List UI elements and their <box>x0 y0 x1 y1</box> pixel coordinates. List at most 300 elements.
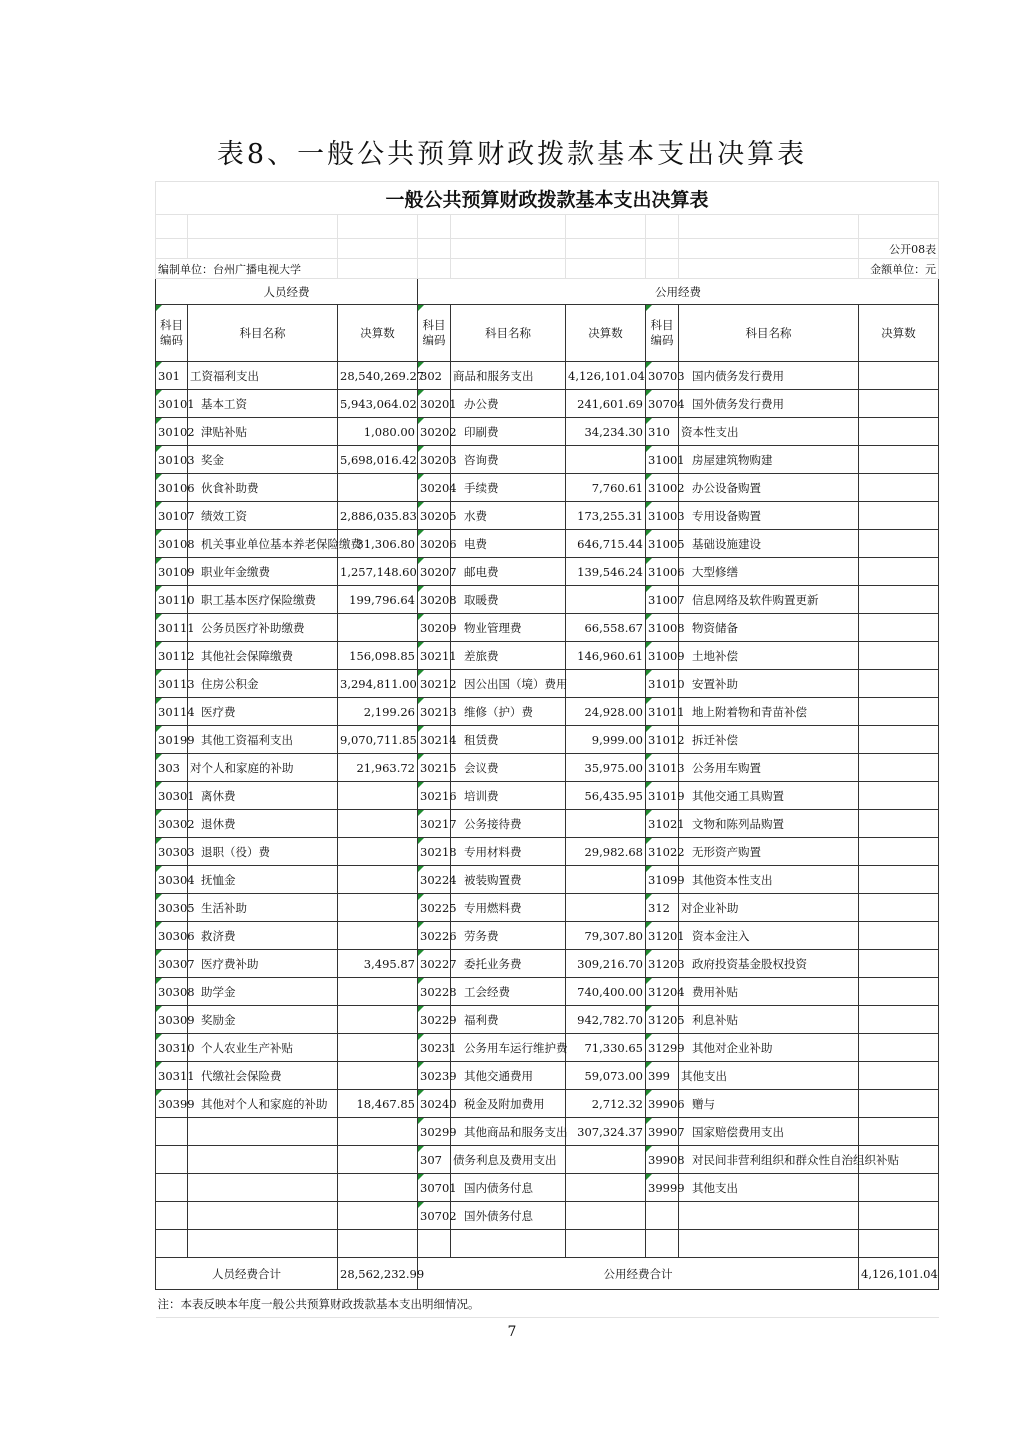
public-subject-name: 国内债务付息 <box>451 1174 566 1202</box>
personnel-subject-name: 伙食补助费 <box>188 474 338 502</box>
public-subject-name: 电费 <box>451 530 566 558</box>
public-subject-code: 30299 <box>418 1118 451 1146</box>
personnel-subject-name: 医疗费 <box>188 698 338 726</box>
personnel-amount <box>338 782 418 810</box>
personnel-amount <box>338 1062 418 1090</box>
public-subject-code: 31299 <box>646 1034 679 1062</box>
personnel-amount: 2,886,035.83 <box>338 502 418 530</box>
public-subject-code: 31007 <box>646 586 679 614</box>
reporting-unit: 编制单位：台州广播电视大学 <box>156 259 338 279</box>
personnel-subject-code: 30110 <box>156 586 188 614</box>
personnel-subject-code <box>156 1174 188 1202</box>
public-amount: 173,255.31 <box>566 502 646 530</box>
column-header-code: 科目编码 <box>156 305 188 362</box>
public-subject-code: 30211 <box>418 642 451 670</box>
personnel-subject-code: 30311 <box>156 1062 188 1090</box>
personnel-subject-name: 其他工资福利支出 <box>188 726 338 754</box>
table-row <box>156 474 939 502</box>
column-header-code: 科目编码 <box>418 305 451 362</box>
personnel-total-label: 人员经费合计 <box>156 1258 338 1290</box>
public-amount <box>859 726 939 754</box>
table-row <box>156 810 939 838</box>
table-row <box>156 978 939 1006</box>
public-subject-name: 商品和服务支出 <box>451 362 566 390</box>
public-amount <box>566 586 646 614</box>
public-subject-code <box>418 1230 451 1258</box>
personnel-amount <box>338 810 418 838</box>
public-subject-code: 30212 <box>418 670 451 698</box>
personnel-subject-name <box>188 1146 338 1174</box>
personnel-subject-name: 其他社会保障缴费 <box>188 642 338 670</box>
public-amount <box>566 670 646 698</box>
personnel-amount <box>338 922 418 950</box>
public-subject-name: 税金及附加费用 <box>451 1090 566 1118</box>
public-subject-code: 30225 <box>418 894 451 922</box>
table-row <box>156 642 939 670</box>
public-amount: 35,975.00 <box>566 754 646 782</box>
personnel-subject-name: 津贴补贴 <box>188 418 338 446</box>
personnel-subject-code: 30109 <box>156 558 188 586</box>
public-subject-code: 30216 <box>418 782 451 810</box>
public-amount <box>859 446 939 474</box>
table-row <box>156 1062 939 1090</box>
personnel-subject-name: 退休费 <box>188 810 338 838</box>
personnel-subject-code: 303 <box>156 754 188 782</box>
public-subject-name: 文物和陈列品购置 <box>679 810 859 838</box>
public-subject-code: 39907 <box>646 1118 679 1146</box>
public-subject-code: 30213 <box>418 698 451 726</box>
public-total-value: 4,126,101.04 <box>859 1258 939 1290</box>
public-amount: 942,782.70 <box>566 1006 646 1034</box>
public-subject-name: 地上附着物和青苗补偿 <box>679 698 859 726</box>
personnel-subject-name <box>188 1202 338 1230</box>
public-subject-name: 租赁费 <box>451 726 566 754</box>
public-subject-name: 其他交通费用 <box>451 1062 566 1090</box>
personnel-subject-name: 对个人和家庭的补助 <box>188 754 338 782</box>
public-subject-name: 安置补助 <box>679 670 859 698</box>
public-subject-code: 31002 <box>646 474 679 502</box>
public-subject-code: 30703 <box>646 362 679 390</box>
public-subject-code: 30203 <box>418 446 451 474</box>
personnel-subject-name: 医疗费补助 <box>188 950 338 978</box>
public-subject-name: 国外债务付息 <box>451 1202 566 1230</box>
personnel-subject-name: 生活补助 <box>188 894 338 922</box>
public-subject-name: 专用燃料费 <box>451 894 566 922</box>
table-row <box>156 1118 939 1146</box>
personnel-subject-name <box>188 1118 338 1146</box>
public-subject-code: 31013 <box>646 754 679 782</box>
public-amount <box>859 1090 939 1118</box>
public-amount: 34,234.30 <box>566 418 646 446</box>
personnel-subject-name: 其他对个人和家庭的补助 <box>188 1090 338 1118</box>
personnel-amount <box>338 1034 418 1062</box>
personnel-amount <box>338 1230 418 1258</box>
public-subject-code: 31022 <box>646 838 679 866</box>
public-subject-code: 31011 <box>646 698 679 726</box>
public-subject-name: 赠与 <box>679 1090 859 1118</box>
public-subject-code: 30240 <box>418 1090 451 1118</box>
public-amount <box>566 810 646 838</box>
personnel-subject-name: 退职（役）费 <box>188 838 338 866</box>
public-subject-name: 对民间非营利组织和群众性自治组织补贴 <box>679 1146 859 1174</box>
public-subject-code: 31099 <box>646 866 679 894</box>
public-amount: 241,601.69 <box>566 390 646 418</box>
public-amount: 66,558.67 <box>566 614 646 642</box>
public-subject-name: 利息补贴 <box>679 1006 859 1034</box>
personnel-subject-code: 30107 <box>156 502 188 530</box>
public-amount: 29,982.68 <box>566 838 646 866</box>
public-subject-name: 其他对企业补助 <box>679 1034 859 1062</box>
public-amount <box>859 894 939 922</box>
table-row <box>156 894 939 922</box>
public-amount <box>566 1146 646 1174</box>
public-subject-name: 福利费 <box>451 1006 566 1034</box>
table-row <box>156 1146 939 1174</box>
public-subject-name: 培训费 <box>451 782 566 810</box>
personnel-subject-name: 住房公积金 <box>188 670 338 698</box>
public-subject-name: 费用补贴 <box>679 978 859 1006</box>
public-subject-name <box>679 1230 859 1258</box>
personnel-subject-code: 30307 <box>156 950 188 978</box>
public-subject-code: 31001 <box>646 446 679 474</box>
public-subject-name: 差旅费 <box>451 642 566 670</box>
public-amount <box>566 866 646 894</box>
personnel-amount: 199,796.64 <box>338 586 418 614</box>
personnel-subject-code: 30399 <box>156 1090 188 1118</box>
public-subject-code: 30202 <box>418 418 451 446</box>
public-subject-code: 39906 <box>646 1090 679 1118</box>
public-subject-name: 房屋建筑物购建 <box>679 446 859 474</box>
public-subject-name: 办公设备购置 <box>679 474 859 502</box>
public-subject-name: 债务利息及费用支出 <box>451 1146 566 1174</box>
personnel-subject-name: 职工基本医疗保险缴费 <box>188 586 338 614</box>
table-row <box>156 1090 939 1118</box>
personnel-subject-code: 30303 <box>156 838 188 866</box>
public-subject-code: 30209 <box>418 614 451 642</box>
personnel-subject-code: 30304 <box>156 866 188 894</box>
public-subject-name: 基础设施建设 <box>679 530 859 558</box>
public-subject-code: 39908 <box>646 1146 679 1174</box>
public-subject-name: 国内债务发行费用 <box>679 362 859 390</box>
personnel-amount <box>338 838 418 866</box>
public-subject-name: 印刷费 <box>451 418 566 446</box>
table-row <box>156 782 939 810</box>
personnel-amount: 21,963.72 <box>338 754 418 782</box>
personnel-subject-code <box>156 1118 188 1146</box>
public-amount <box>859 1230 939 1258</box>
personnel-amount: 1,080.00 <box>338 418 418 446</box>
public-subject-code: 30701 <box>418 1174 451 1202</box>
public-amount <box>859 866 939 894</box>
column-header-name: 科目名称 <box>451 305 566 362</box>
public-subject-code: 30207 <box>418 558 451 586</box>
sheet-title: 一般公共预算财政拨款基本支出决算表 <box>156 182 939 215</box>
public-amount <box>859 614 939 642</box>
public-subject-code: 31021 <box>646 810 679 838</box>
public-subject-code: 30704 <box>646 390 679 418</box>
page-number: 7 <box>507 1324 517 1340</box>
personnel-subject-name <box>188 1174 338 1202</box>
public-subject-name: 公务接待费 <box>451 810 566 838</box>
table-row <box>156 698 939 726</box>
public-amount <box>859 530 939 558</box>
public-subject-name: 无形资产购置 <box>679 838 859 866</box>
public-subject-name: 专用材料费 <box>451 838 566 866</box>
personnel-amount: 18,467.85 <box>338 1090 418 1118</box>
public-amount <box>859 1062 939 1090</box>
public-subject-name: 其他支出 <box>679 1174 859 1202</box>
table-row <box>156 866 939 894</box>
table-row <box>156 418 939 446</box>
table-row <box>156 558 939 586</box>
public-subject-name: 维修（护）费 <box>451 698 566 726</box>
public-subject-name: 取暖费 <box>451 586 566 614</box>
public-subject-name: 其他商品和服务支出 <box>451 1118 566 1146</box>
public-subject-code: 399 <box>646 1062 679 1090</box>
public-subject-name: 对企业补助 <box>679 894 859 922</box>
table-row <box>156 586 939 614</box>
personnel-amount <box>338 1202 418 1230</box>
public-subject-name: 公务用车购置 <box>679 754 859 782</box>
personnel-amount: 2,199.26 <box>338 698 418 726</box>
public-subject-name: 资本性支出 <box>679 418 859 446</box>
public-amount: 146,960.61 <box>566 642 646 670</box>
personnel-amount <box>338 1146 418 1174</box>
table-row <box>156 1202 939 1230</box>
personnel-subject-code: 30199 <box>156 726 188 754</box>
personnel-subject-code: 30305 <box>156 894 188 922</box>
public-amount <box>859 1118 939 1146</box>
public-subject-name: 其他支出 <box>679 1062 859 1090</box>
public-amount <box>566 446 646 474</box>
table-row <box>156 362 939 390</box>
table-row <box>156 390 939 418</box>
public-subject-code: 31203 <box>646 950 679 978</box>
personnel-subject-name: 公务员医疗补助缴费 <box>188 614 338 642</box>
public-subject-code: 31005 <box>646 530 679 558</box>
personnel-amount: 28,540,269.27 <box>338 362 418 390</box>
personnel-total-value: 28,562,232.99 <box>338 1258 418 1290</box>
public-amount: 4,126,101.04 <box>566 362 646 390</box>
public-subject-code: 39999 <box>646 1174 679 1202</box>
public-amount <box>859 838 939 866</box>
public-subject-code: 30239 <box>418 1062 451 1090</box>
public-subject-code: 30224 <box>418 866 451 894</box>
public-subject-name: 物业管理费 <box>451 614 566 642</box>
public-subject-name: 信息网络及软件购置更新 <box>679 586 859 614</box>
public-subject-code: 30208 <box>418 586 451 614</box>
public-amount <box>859 810 939 838</box>
public-subject-code: 30206 <box>418 530 451 558</box>
table-row <box>156 1006 939 1034</box>
public-amount <box>859 1034 939 1062</box>
column-header-name: 科目名称 <box>188 305 338 362</box>
public-subject-name: 物资储备 <box>679 614 859 642</box>
public-amount <box>566 1174 646 1202</box>
personnel-subject-code: 301 <box>156 362 188 390</box>
column-header-amount: 决算数 <box>566 305 646 362</box>
group-header-personnel: 人员经费 <box>156 279 418 305</box>
table-note: 注：本表反映本年度一般公共预算财政拨款基本支出明细情况。 <box>156 1290 939 1318</box>
public-subject-code: 31201 <box>646 922 679 950</box>
public-subject-code: 30231 <box>418 1034 451 1062</box>
public-subject-name: 咨询费 <box>451 446 566 474</box>
column-header-name: 科目名称 <box>679 305 859 362</box>
personnel-amount <box>338 1174 418 1202</box>
personnel-amount <box>338 474 418 502</box>
public-subject-name: 被装购置费 <box>451 866 566 894</box>
table-row <box>156 1230 939 1258</box>
table-row <box>156 614 939 642</box>
public-subject-name: 会议费 <box>451 754 566 782</box>
public-subject-name: 其他交通工具购置 <box>679 782 859 810</box>
public-subject-code: 31205 <box>646 1006 679 1034</box>
public-subject-code <box>646 1230 679 1258</box>
table-row <box>156 446 939 474</box>
public-subject-name: 因公出国（境）费用 <box>451 670 566 698</box>
table-row <box>156 754 939 782</box>
personnel-subject-name: 离休费 <box>188 782 338 810</box>
public-amount: 56,435.95 <box>566 782 646 810</box>
public-subject-code <box>646 1202 679 1230</box>
personnel-subject-code: 30310 <box>156 1034 188 1062</box>
public-subject-name: 公务用车运行维护费 <box>451 1034 566 1062</box>
public-subject-name: 水费 <box>451 502 566 530</box>
public-amount <box>859 698 939 726</box>
public-subject-name <box>679 1202 859 1230</box>
public-subject-code: 31019 <box>646 782 679 810</box>
public-subject-name: 办公费 <box>451 390 566 418</box>
personnel-subject-name <box>188 1230 338 1258</box>
public-amount <box>859 558 939 586</box>
public-subject-name: 国家赔偿费用支出 <box>679 1118 859 1146</box>
personnel-subject-code <box>156 1202 188 1230</box>
personnel-subject-code: 30308 <box>156 978 188 1006</box>
column-header-code: 科目编码 <box>646 305 679 362</box>
public-subject-code: 30205 <box>418 502 451 530</box>
personnel-subject-code: 30102 <box>156 418 188 446</box>
public-amount <box>859 502 939 530</box>
personnel-subject-code: 30113 <box>156 670 188 698</box>
public-subject-code: 30226 <box>418 922 451 950</box>
expenditure-table <box>155 181 939 1318</box>
public-subject-name: 劳务费 <box>451 922 566 950</box>
public-subject-name: 手续费 <box>451 474 566 502</box>
column-header-amount: 决算数 <box>859 305 939 362</box>
public-subject-code: 31204 <box>646 978 679 1006</box>
table-row <box>156 922 939 950</box>
public-subject-name: 土地补偿 <box>679 642 859 670</box>
public-subject-code: 30218 <box>418 838 451 866</box>
public-amount: 71,330.65 <box>566 1034 646 1062</box>
personnel-subject-code: 30301 <box>156 782 188 810</box>
public-subject-name <box>451 1230 566 1258</box>
personnel-amount <box>338 978 418 1006</box>
personnel-amount: 31,306.80 <box>338 530 418 558</box>
public-amount: 139,546.24 <box>566 558 646 586</box>
personnel-amount <box>338 894 418 922</box>
form-code: 公开08表 <box>859 239 939 259</box>
personnel-subject-code: 30106 <box>156 474 188 502</box>
public-amount <box>859 950 939 978</box>
public-amount: 24,928.00 <box>566 698 646 726</box>
personnel-subject-name: 个人农业生产补贴 <box>188 1034 338 1062</box>
public-subject-code: 30228 <box>418 978 451 1006</box>
personnel-subject-name: 机关事业单位基本养老保险缴费 <box>188 530 338 558</box>
personnel-subject-code: 30114 <box>156 698 188 726</box>
personnel-subject-name: 奖励金 <box>188 1006 338 1034</box>
public-amount <box>859 1202 939 1230</box>
public-amount <box>566 894 646 922</box>
personnel-amount <box>338 614 418 642</box>
public-subject-code: 30214 <box>418 726 451 754</box>
personnel-subject-code: 30103 <box>156 446 188 474</box>
table-row <box>156 1034 939 1062</box>
public-amount <box>859 782 939 810</box>
public-subject-code: 312 <box>646 894 679 922</box>
personnel-amount <box>338 1006 418 1034</box>
public-subject-name: 其他资本性支出 <box>679 866 859 894</box>
public-subject-code: 31010 <box>646 670 679 698</box>
personnel-amount <box>338 866 418 894</box>
public-amount <box>859 754 939 782</box>
public-amount <box>859 586 939 614</box>
personnel-subject-name: 代缴社会保险费 <box>188 1062 338 1090</box>
public-subject-name: 国外债务发行费用 <box>679 390 859 418</box>
personnel-subject-name: 工资福利支出 <box>188 362 338 390</box>
personnel-subject-name: 助学金 <box>188 978 338 1006</box>
table-row <box>156 1174 939 1202</box>
personnel-subject-name: 抚恤金 <box>188 866 338 894</box>
public-subject-name: 邮电费 <box>451 558 566 586</box>
table-row <box>156 502 939 530</box>
personnel-amount: 5,943,064.02 <box>338 390 418 418</box>
public-subject-code: 310 <box>646 418 679 446</box>
table-row <box>156 950 939 978</box>
personnel-amount: 5,698,016.42 <box>338 446 418 474</box>
public-subject-code: 31006 <box>646 558 679 586</box>
personnel-subject-code: 30111 <box>156 614 188 642</box>
table-row <box>156 670 939 698</box>
public-amount <box>566 1230 646 1258</box>
public-subject-code: 30215 <box>418 754 451 782</box>
document-title: 表8、一般公共预算财政拨款基本支出决算表 <box>216 139 808 170</box>
public-subject-code: 31009 <box>646 642 679 670</box>
personnel-subject-code: 30306 <box>156 922 188 950</box>
table-row <box>156 726 939 754</box>
public-subject-code: 302 <box>418 362 451 390</box>
public-amount: 7,760.61 <box>566 474 646 502</box>
personnel-subject-code: 30302 <box>156 810 188 838</box>
public-subject-code: 31008 <box>646 614 679 642</box>
personnel-subject-code: 30108 <box>156 530 188 558</box>
public-subject-code: 30229 <box>418 1006 451 1034</box>
personnel-amount: 156,098.85 <box>338 642 418 670</box>
public-amount: 646,715.44 <box>566 530 646 558</box>
public-subject-code: 30204 <box>418 474 451 502</box>
public-subject-name: 专用设备购置 <box>679 502 859 530</box>
personnel-amount: 3,294,811.00 <box>338 670 418 698</box>
public-subject-code: 30227 <box>418 950 451 978</box>
public-amount <box>859 642 939 670</box>
public-subject-code: 30702 <box>418 1202 451 1230</box>
public-amount: 59,073.00 <box>566 1062 646 1090</box>
public-subject-name: 拆迁补偿 <box>679 726 859 754</box>
public-subject-code: 307 <box>418 1146 451 1174</box>
public-amount: 740,400.00 <box>566 978 646 1006</box>
public-amount <box>859 1006 939 1034</box>
public-amount <box>859 922 939 950</box>
